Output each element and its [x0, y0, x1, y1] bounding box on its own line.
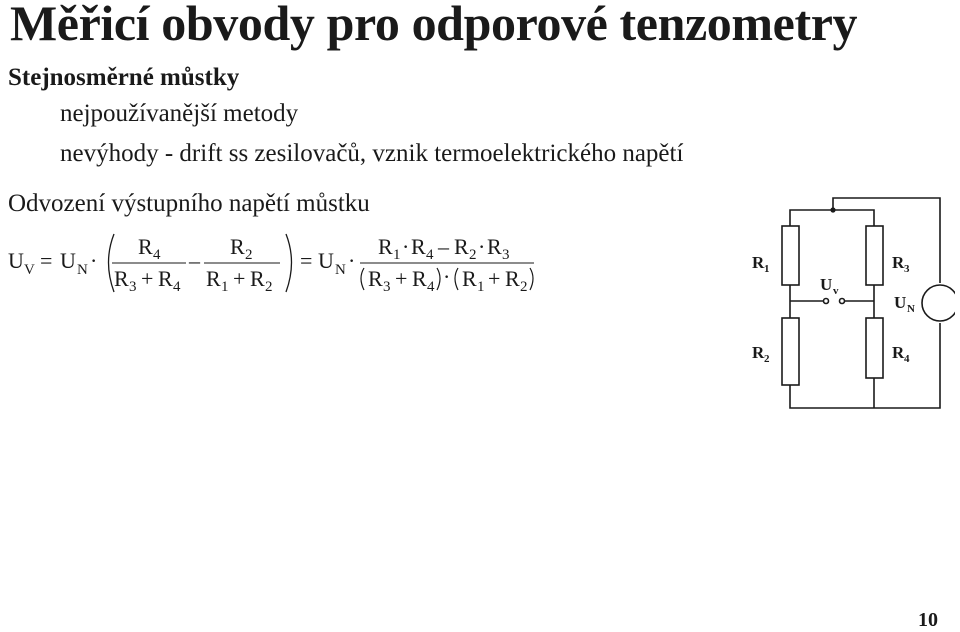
junction-dot: [830, 207, 835, 212]
section-heading: Stejnosměrné můstky: [8, 64, 240, 91]
output-terminal: [840, 299, 845, 304]
formula-symbol: ·: [348, 248, 356, 273]
formula-text: R: [462, 266, 477, 291]
formula-subscript: 1: [393, 247, 401, 263]
formula-subscript: 2: [245, 247, 253, 263]
formula-symbol: ·: [478, 234, 486, 259]
formula-subscript: 3: [383, 279, 391, 295]
formula-symbol: =: [300, 248, 313, 273]
output-terminal: [824, 299, 829, 304]
formula-subscript: N: [77, 262, 88, 278]
paren: [530, 268, 533, 290]
formula-text: R: [368, 266, 383, 291]
supply-voltage-label: U: [894, 293, 907, 312]
formula-symbol: =: [40, 248, 53, 273]
right-paren: [286, 234, 292, 292]
r2-label: R: [752, 343, 765, 362]
formula-text: U: [60, 248, 76, 273]
output-voltage-subscript: v: [833, 285, 839, 297]
formula-text: R: [378, 234, 393, 259]
formula-text: R: [158, 266, 173, 291]
formula-symbol: +: [488, 266, 501, 291]
paren: [361, 268, 364, 290]
r4-label: R: [892, 343, 905, 362]
formula-symbol: ·: [90, 248, 98, 273]
formula-text: U: [318, 248, 334, 273]
formula-subscript: 4: [153, 247, 161, 263]
r1-label: R: [752, 253, 765, 272]
formula-text: R: [250, 266, 265, 291]
formula-symbol: ·: [443, 264, 451, 289]
formula-subscript: 2: [265, 279, 273, 295]
formula-symbol: +: [233, 266, 246, 291]
formula-text: R: [138, 234, 153, 259]
paren: [437, 268, 440, 290]
output-voltage-label: U: [820, 275, 833, 294]
r2-subscript: 2: [764, 353, 770, 365]
formula-subscript: 3: [502, 247, 510, 263]
resistor-r4: [866, 318, 883, 378]
formula-subscript: 2: [520, 279, 528, 295]
formula-symbol: –: [438, 234, 449, 259]
bullet-item: nejpoužívanější metody: [60, 100, 299, 127]
derivation-text: Odvození výstupního napětí můstku: [8, 190, 370, 217]
r3-subscript: 3: [904, 263, 910, 275]
formula-subscript: 2: [469, 247, 477, 263]
formula-symbol: +: [141, 266, 154, 291]
r3-label: R: [892, 253, 905, 272]
formula-subscript: 3: [129, 279, 137, 295]
formula-text: R: [206, 266, 221, 291]
supply-voltage-subscript: N: [907, 303, 915, 315]
bottom-wire: [790, 323, 940, 408]
resistor-r3: [866, 226, 883, 285]
formula-text: R: [505, 266, 520, 291]
r1-subscript: 1: [764, 263, 770, 275]
formula-text: R: [230, 234, 245, 259]
resistor-r2: [782, 318, 799, 385]
formula-symbol: +: [395, 266, 408, 291]
formula-text: R: [412, 266, 427, 291]
formula-text: R: [411, 234, 426, 259]
formula-symbol: ·: [402, 234, 410, 259]
formula-symbol: –: [189, 248, 200, 273]
formula-text: R: [487, 234, 502, 259]
r4-subscript: 4: [904, 353, 910, 365]
slide-title: Měřicí obvody pro odporové tenzometry: [10, 0, 858, 51]
page-number: 10: [918, 609, 938, 631]
formula-subscript: 1: [221, 279, 229, 295]
formula-subscript: 4: [426, 247, 434, 263]
formula-text: R: [454, 234, 469, 259]
formula-text: R: [114, 266, 129, 291]
formula-subscript: 4: [173, 279, 181, 295]
formula-subscript: 1: [477, 279, 485, 295]
paren: [455, 268, 458, 290]
bridge-circuit: [740, 190, 955, 415]
formula-text: U: [8, 248, 24, 273]
bullet-item: nevýhody - drift ss zesilovačů, vznik termoelektrického napětí: [60, 140, 684, 167]
bridge-output-formula: [0, 226, 560, 306]
formula-subscript: N: [335, 262, 346, 278]
voltage-source-symbol: [922, 285, 955, 321]
formula-subscript: 4: [427, 279, 435, 295]
formula-subscript: V: [24, 262, 35, 278]
resistor-r1: [782, 226, 799, 285]
